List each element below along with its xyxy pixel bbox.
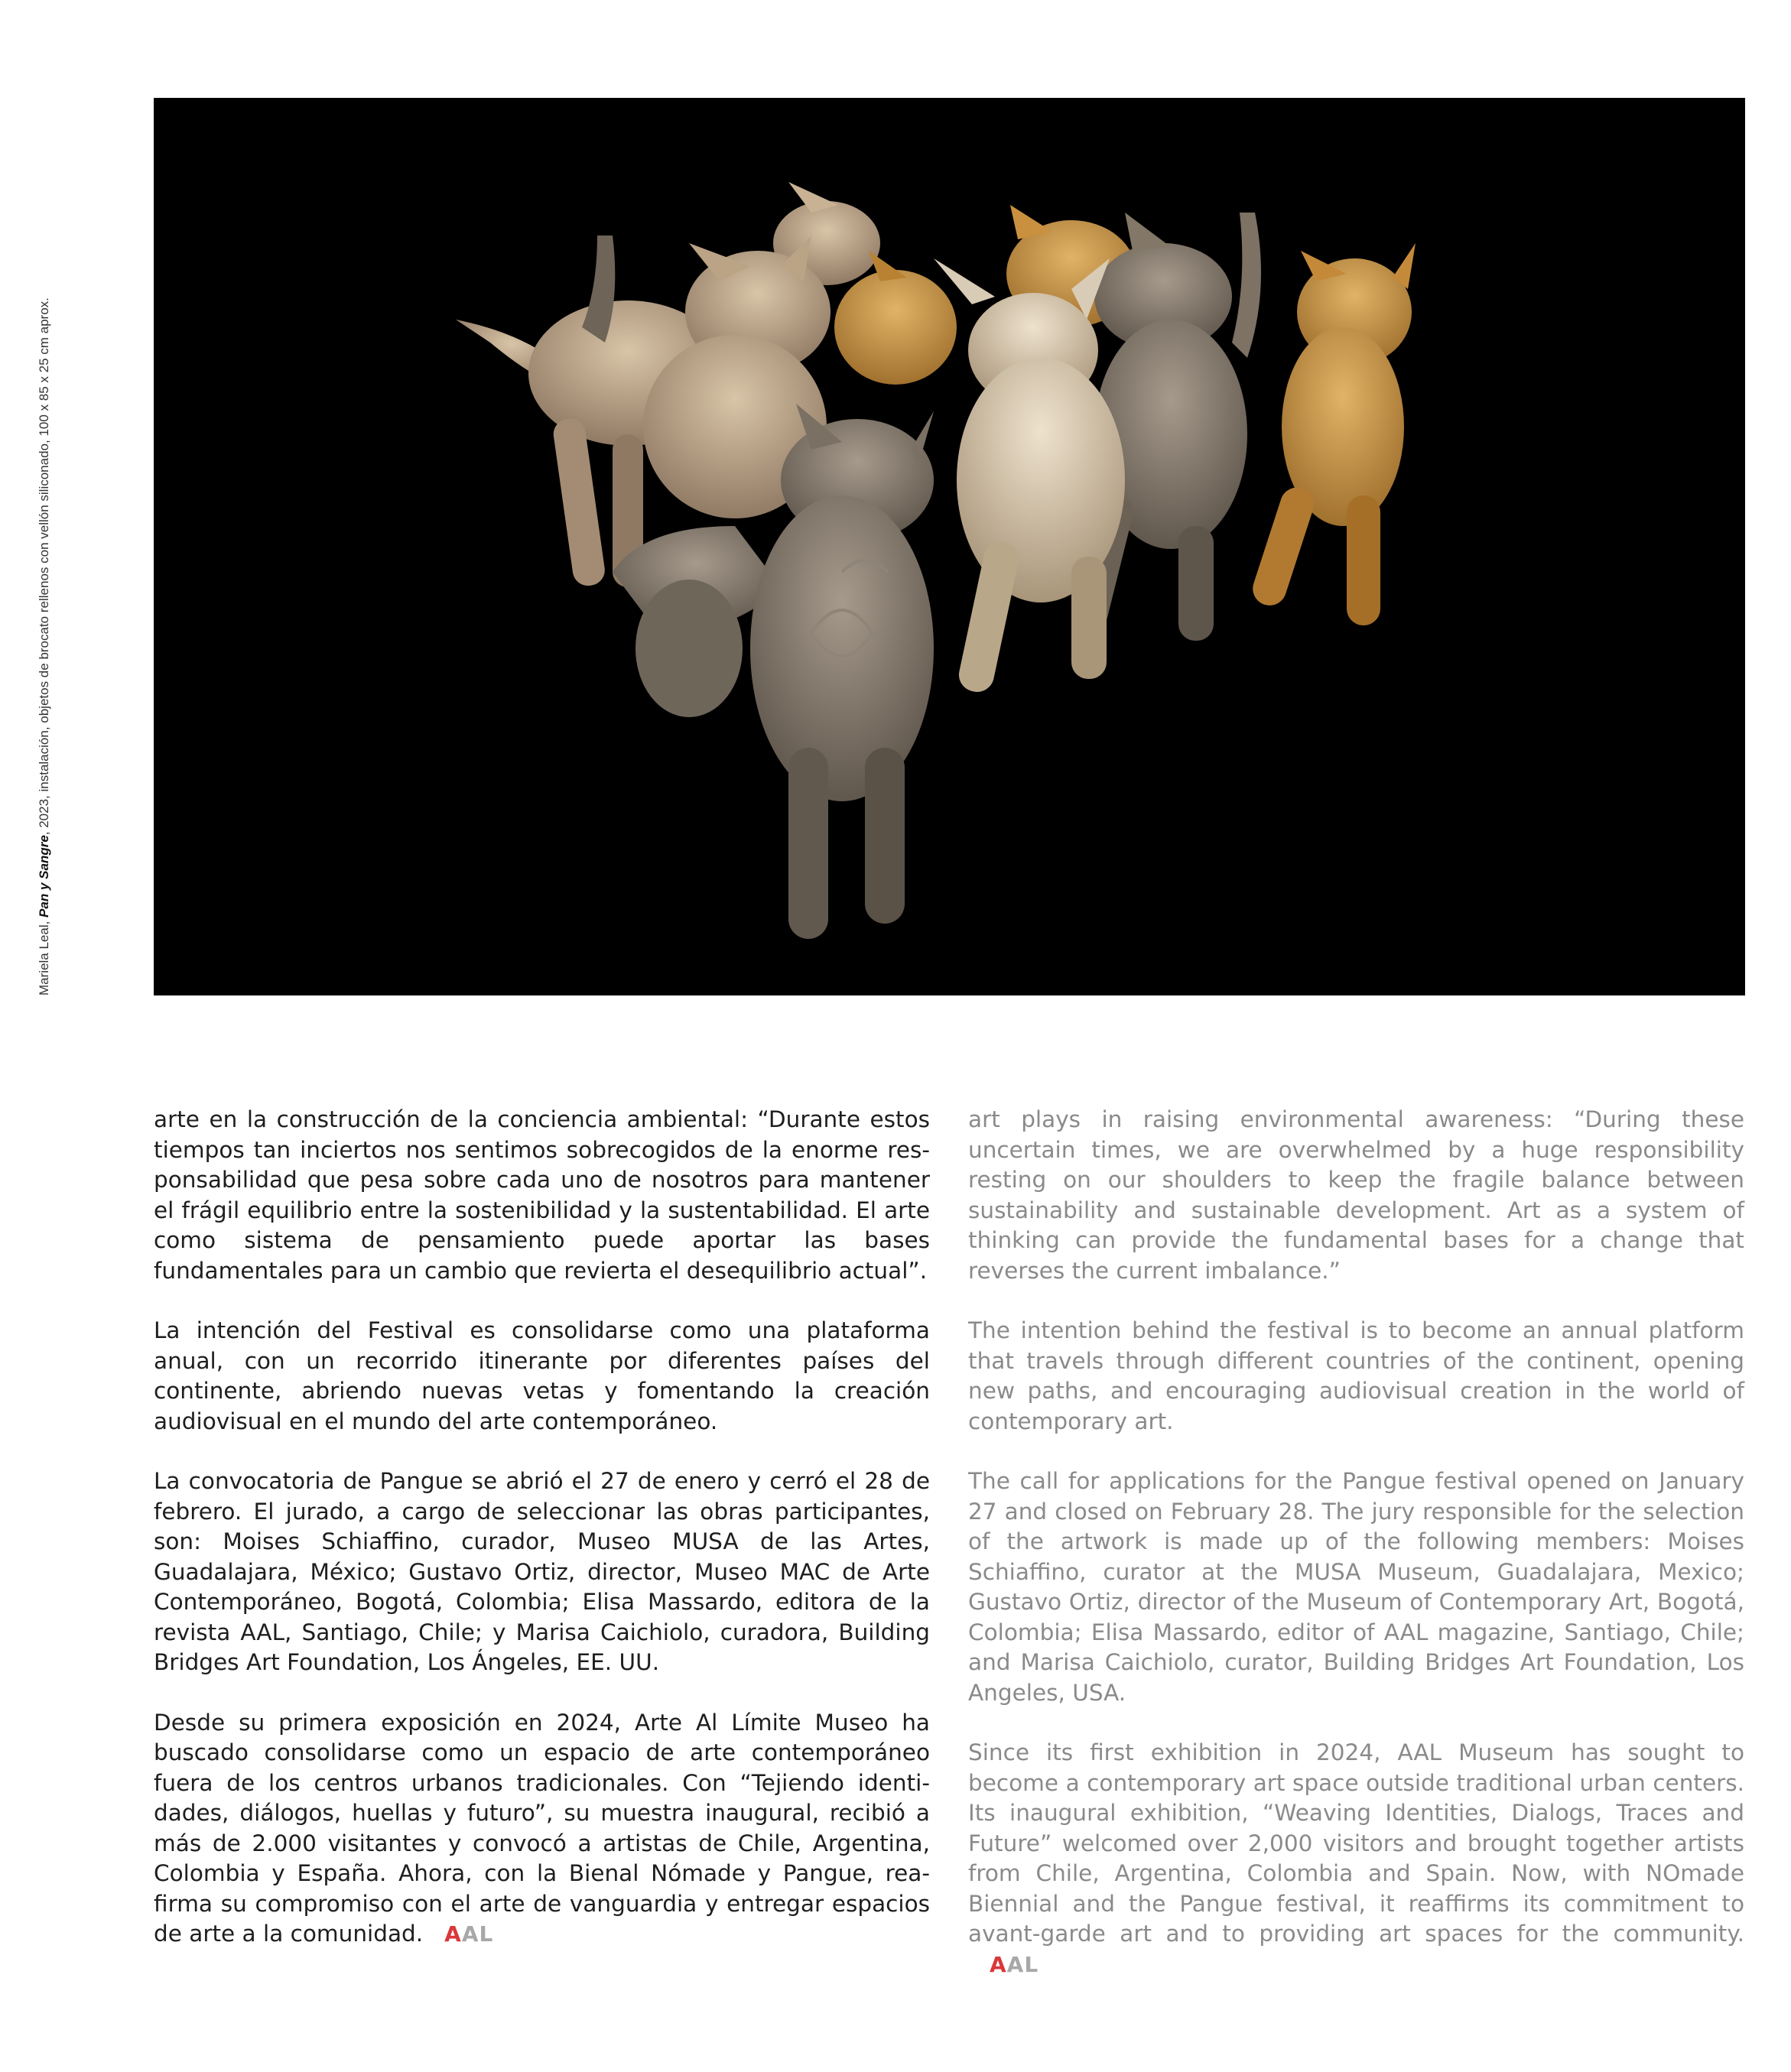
english-paragraph-2: The intention behind the festival is to become an annual platform that travels through different countries of the continent, opening new paths, and encouraging audiovisual creation in the world of contemporary art. [968, 1317, 1744, 1434]
logo-letter-a: A [444, 1921, 462, 1947]
caption-artist: Mariela Leal, [37, 917, 51, 995]
english-column [968, 1105, 1744, 2009]
dog-gold-right [1249, 243, 1416, 625]
english-paragraph-4-text: Since its first exhibition in 2024, AAL Museum has sought to become a contemporary art space outside traditional urban centers. Its inaugural exhibition, “Weaving Identities, Dialogs, Traces and Future” welcomed over 2,000 visitors and brought together artists from Chile, Argentina, Colombia and Spain. Now, with NOmade Biennial and the Pangue festival, it reaffirms its commitment to avant-garde art and to providing art spaces for the community. [968, 1739, 1744, 1947]
installation-photo [154, 98, 1745, 995]
logo-letter-a: A [990, 1951, 1007, 1977]
english-paragraph-4 [968, 1738, 1744, 1979]
logo-letters-al: AL [1006, 1951, 1039, 1977]
spanish-paragraph-4 [154, 1708, 930, 1950]
english-paragraph-1: art plays in raising environmental awareness: “During these uncertain times, we are overwhelmed by a huge responsibility resting on our shoulders to keep the fragile balance between sustainability and sustainable development. Art as a system of thinking can provide the fundamental bases for a change that reverses the current imbalance.” [968, 1106, 1744, 1284]
english-paragraph-3: The call for applications for the Pangue festival opened on January 27 and closed on February 28. The jury responsible for the selection of the artwork is made up of the following members: Moises Schiaffino, curator at the MUSA Museum, Guadalajara, Mexico; Gustavo Ortiz, director of the Museum of Contemporary Art, Bogotá, Colombia; Elisa Massardo, editor of AAL magazine, Santiago, Chile; and Marisa Caichiolo, curator, Building Bridges Art Foundation, Los Angeles, USA. [968, 1468, 1744, 1706]
aal-logo-spanish [444, 1919, 493, 1950]
spanish-paragraph-3: La convocatoria de Pangue se abrió el 27 de enero y cerró el 28 de febrero. El jurado, a cargo de seleccionar las obras participantes, son: Moises Schiaffino, curador, Museo MUSA de las Artes, Guadalajara, México; Gustavo Ortiz, director, Museo MAC de Arte Contemporáneo, Bogotá, Colombia; Elisa Massardo, editora de la revista AAL, Santiago, Chile; y Marisa Caichiolo, curadora, Building Bridges Art Foundation, Los Ángeles, EE. UU. [154, 1468, 930, 1675]
logo-letters-al: AL [461, 1921, 494, 1947]
dog-cream-center [934, 258, 1125, 695]
aal-logo-english [990, 1950, 1039, 1980]
spanish-paragraph-4-text: Desde su primera exposición en 2024, Arte Al Límite Museo ha buscado consolidarse como un espacio de arte contemporáneo fuera de los centros urbanos tradicionales. Con “Tejiendo identidades, diálogos, huellas y futuro”, su muestra inaugural, recibió a más de 2.000 visitantes y convocó a artistas de Chile, Argentina, Colombia y España. Ahora, con la Bienal Nómade y Pangue, reafirma su compromiso con el arte de vanguardia y entregar espacios de arte a la comunidad. [154, 1709, 930, 1947]
dog-sculptures-illustration [154, 98, 1745, 995]
image-caption [37, 297, 52, 995]
spanish-paragraph-2: La intención del Festival es consolidarse como una plataforma anual, con un recorrido itinerante por diferentes países del continente, abriendo nuevas vetas y fomentando la creación audiovisual en el mundo del arte contemporáneo. [154, 1317, 930, 1434]
spanish-paragraph-1: arte en la construcción de la conciencia ambiental: “Durante estos tiempos tan inciertos nos sentimos sobrecogidos de la enorme responsabilidad que pesa sobre cada uno de nosotros para mantener el frágil equilibrio entre la sostenibilidad y la sustentabilidad. El arte como sistema de pensamiento puede aportar las bases fundamentales para un cambio que revierta el desequilibrio actual”. [154, 1106, 930, 1284]
caption-details: , 2023, instalación, objetos de brocato rellenos con vellón siliconado, 100 x 85 x 25 cm aprox. [37, 297, 51, 836]
spanish-column [154, 1105, 930, 1979]
caption-title: Pan y Sangre [37, 835, 51, 917]
